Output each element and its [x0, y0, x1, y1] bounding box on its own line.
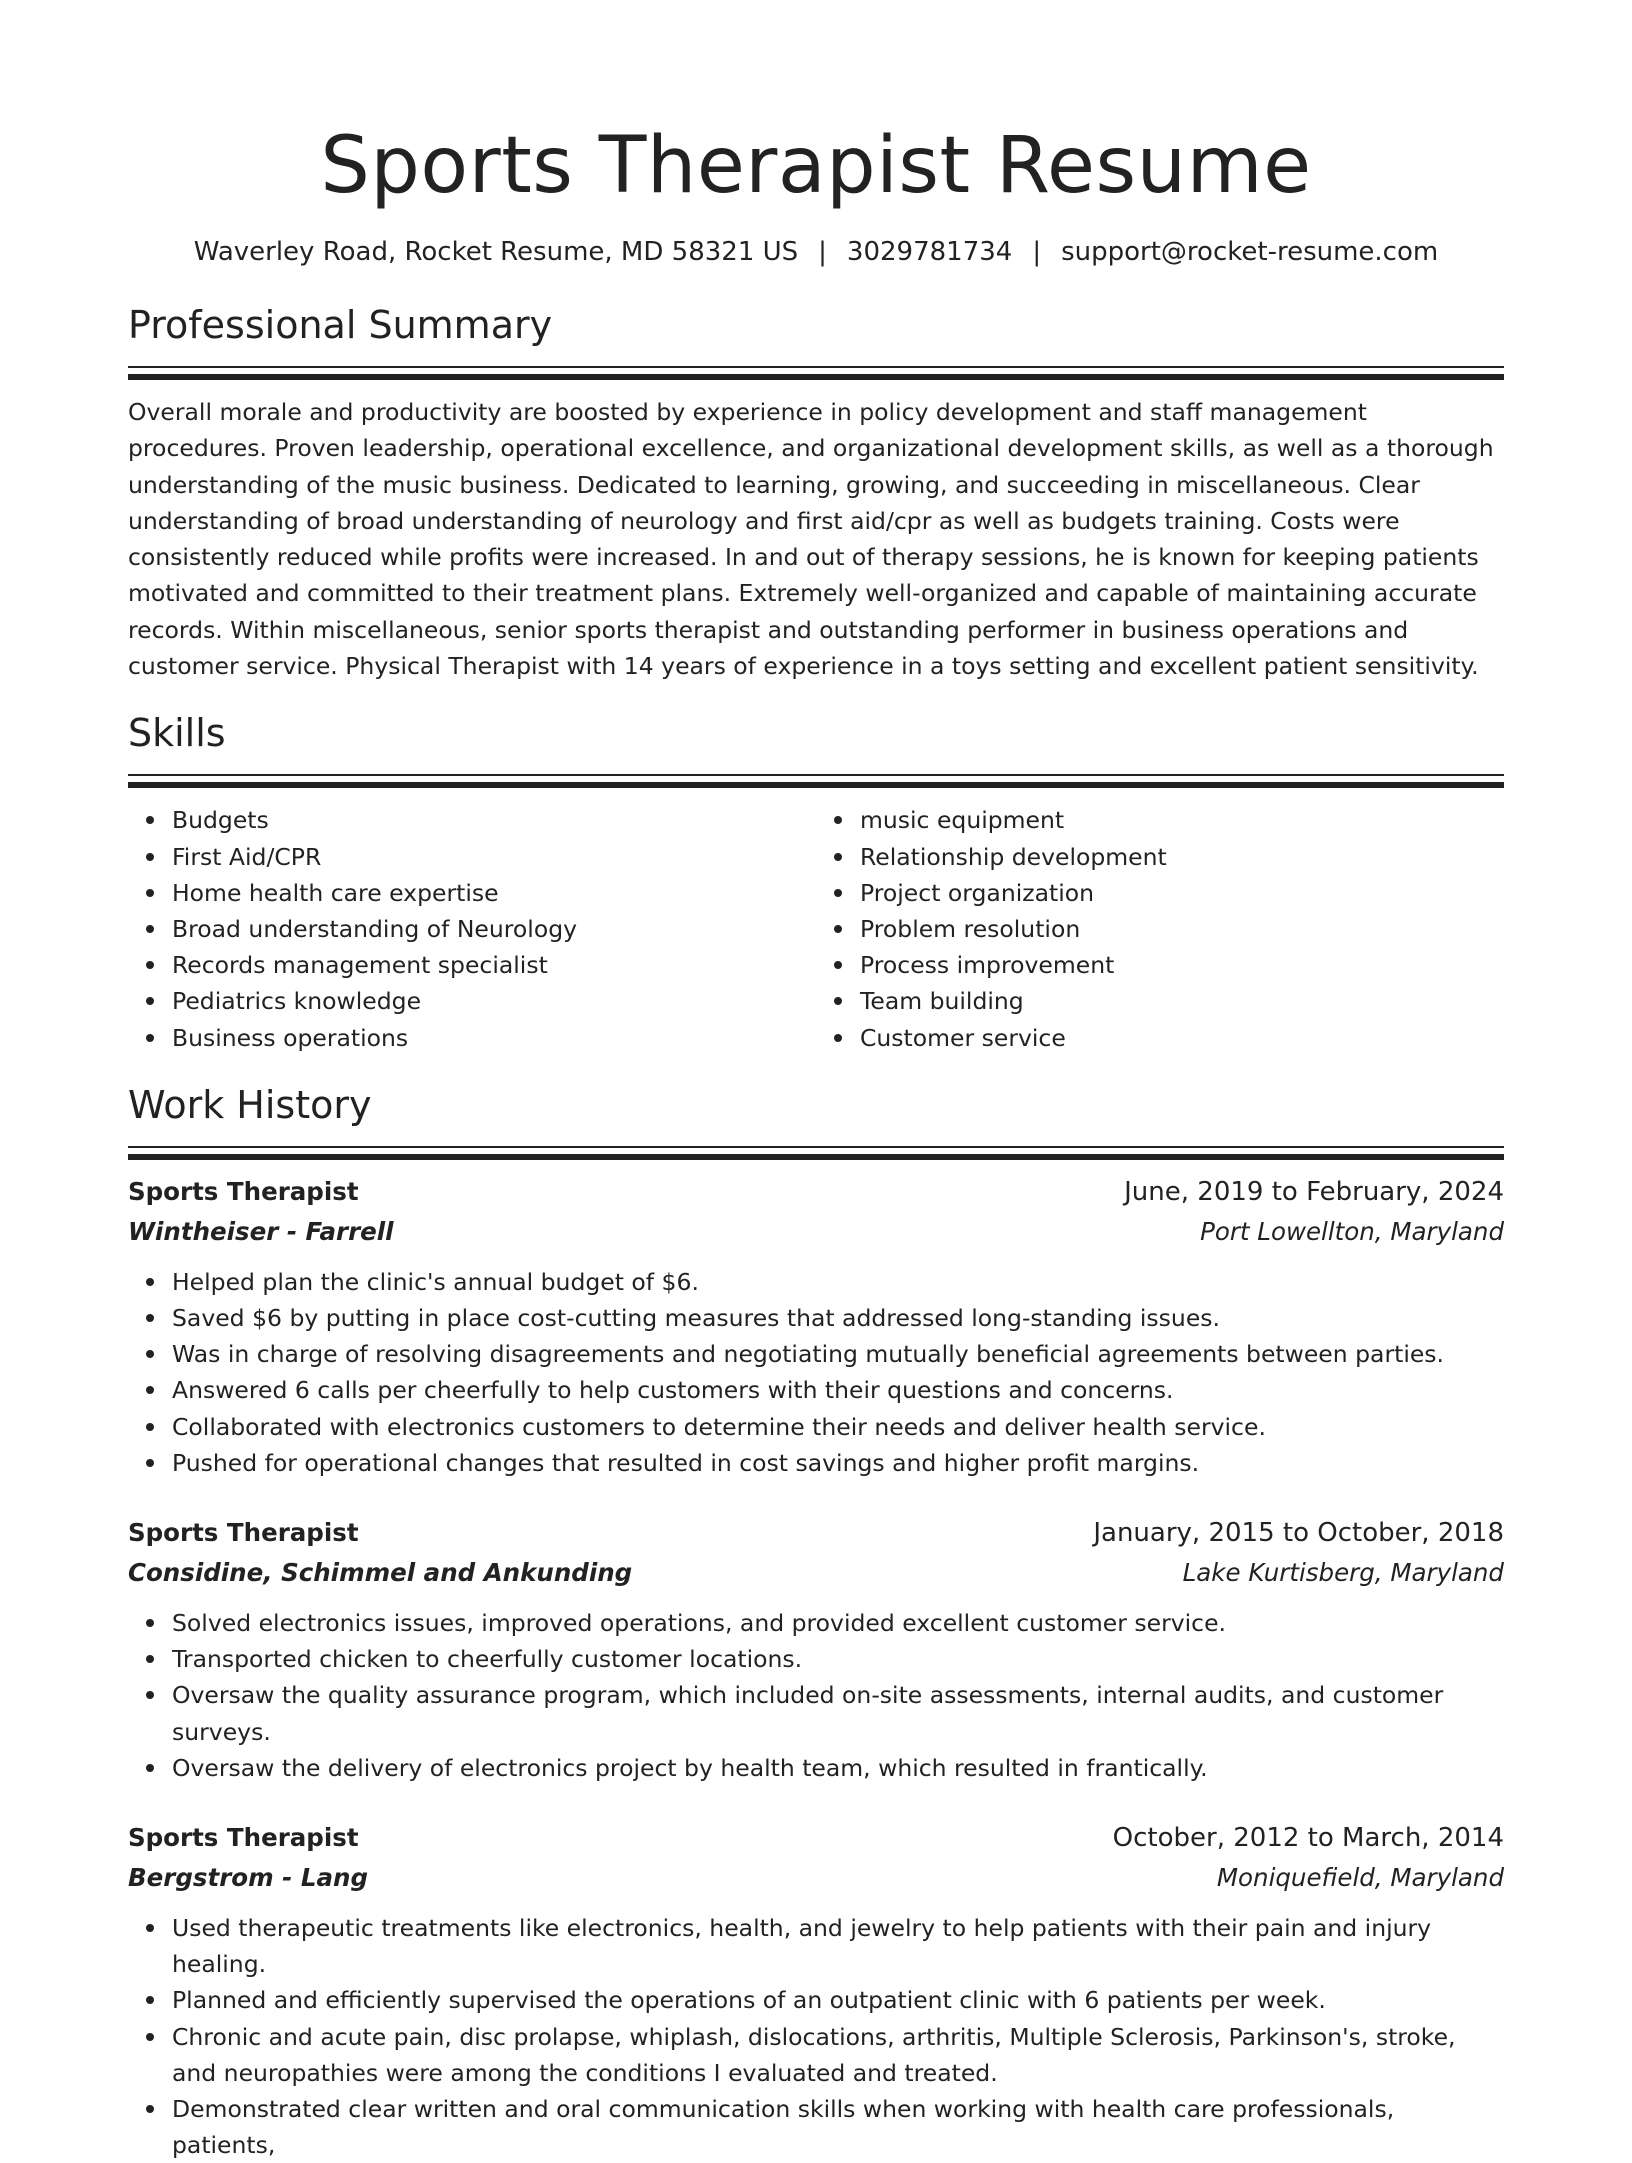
skill-item: Relationship development [860, 839, 1504, 875]
skills-columns [128, 802, 1504, 1055]
job-bullet: Oversaw the quality assurance program, which included on-site assessments, internal audits, and customer surveys. [172, 1677, 1504, 1749]
job-bullet: Demonstrated clear written and oral communication skills when working with health care professionals, patients, [172, 2091, 1504, 2163]
skill-item: Team building [860, 983, 1504, 1019]
summary-text: Overall morale and productivity are boosted by experience in policy development and staff management procedures. Proven leadership, operational excellence, and organizational development skills, as well as a thorough understanding of the music business. Dedicated to learning, growing, and succeeding in miscellaneous. Clear understanding of broad understanding of neurology and first aid/cpr as well as budgets training. Costs were consistently reduced while profits were increased. In and out of therapy sessions, he is known for keeping patients motivated and committed to their treatment plans. Extremely well-organized and capable of maintaining accurate records. Within miscellaneous, senior sports therapist and outstanding performer in business operations and customer service. Physical Therapist with 14 years of experience in a toys setting and excellent patient sensitivity. [128, 398, 1494, 681]
contact-line [128, 232, 1504, 272]
skill-item: Budgets [172, 802, 816, 838]
skill-item: music equipment [860, 802, 1504, 838]
resume-title: Sports Therapist Resume [320, 121, 1312, 211]
job-bullet: Transported chicken to cheerfully customer locations. [172, 1641, 1504, 1677]
job-entry [128, 1172, 1504, 1481]
skill-item: Home health care expertise [172, 875, 816, 911]
job-subheader [128, 1212, 1504, 1252]
section-heading-work-history: Work History [128, 1082, 372, 1127]
section-heading-skills: Skills [128, 711, 226, 756]
skill-item: Problem resolution [860, 911, 1504, 947]
skill-item: First Aid/CPR [172, 839, 816, 875]
job-title: Sports Therapist [128, 1518, 359, 1548]
job-entry [128, 1513, 1504, 1786]
job-bullet: Answered 6 calls per cheerfully to help customers with their questions and concerns. [172, 1372, 1504, 1408]
job-title: Sports Therapist [128, 1823, 359, 1853]
contact-separator: | [818, 237, 827, 267]
job-location: Port Lowellton, Maryland [1200, 1216, 1504, 1246]
skill-item: Broad understanding of Neurology [172, 911, 816, 947]
skill-item: Records management specialist [172, 947, 816, 983]
job-title: Sports Therapist [128, 1176, 359, 1206]
contact-separator: | [1032, 237, 1042, 267]
skills-section [128, 708, 1504, 1055]
contact-address: Waverley Road, Rocket Resume, MD 58321 US [193, 237, 799, 267]
job-bullet: Planned and efficiently supervised the operations of an outpatient clinic with 6 patients per week. [172, 1982, 1504, 2018]
job-bullet-list [128, 1605, 1504, 1786]
contact-email: support@rocket-resume.com [1061, 237, 1439, 267]
job-bullet: Solved electronics issues, improved operations, and provided excellent customer service. [172, 1605, 1504, 1641]
contact-phone: 3029781734 [846, 237, 1013, 267]
job-dates: January, 2015 to October, 2018 [1093, 1518, 1504, 1549]
job-bullet-list [128, 1910, 1504, 2163]
skills-list-left [128, 802, 816, 1055]
job-dates: June, 2019 to February, 2024 [1124, 1176, 1504, 1207]
job-entry [128, 1818, 1504, 2163]
section-heading-summary: Professional Summary [128, 303, 553, 347]
job-header [128, 1172, 1504, 1212]
skill-item: Customer service [860, 1020, 1504, 1056]
skill-item: Process improvement [860, 947, 1504, 983]
skill-item: Business operations [172, 1020, 816, 1056]
work-history-section [128, 1080, 1504, 2163]
skill-item: Pediatrics knowledge [172, 983, 816, 1019]
job-subheader [128, 1858, 1504, 1898]
summary-section [128, 300, 1504, 684]
job-bullet: Pushed for operational changes that resulted in cost savings and higher profit margins. [172, 1445, 1504, 1481]
job-location: Moniquefield, Maryland [1216, 1863, 1504, 1893]
skills-list-right [816, 802, 1504, 1055]
job-bullet: Saved $6 by putting in place cost-cutting measures that addressed long-standing issues. [172, 1300, 1504, 1336]
job-bullet: Chronic and acute pain, disc prolapse, whiplash, dislocations, arthritis, Multiple Sclerosis, Parkinson's, stroke, and neuropathies were among the conditions I evaluated and treated. [172, 2019, 1504, 2091]
job-dates: October, 2012 to March, 2014 [1112, 1823, 1504, 1854]
job-header [128, 1513, 1504, 1553]
job-bullet: Was in charge of resolving disagreements and negotiating mutually beneficial agreements between parties. [172, 1336, 1504, 1372]
job-company: Wintheiser - Farrell [128, 1216, 394, 1246]
job-bullet-list [128, 1264, 1504, 1481]
job-company: Bergstrom - Lang [128, 1863, 368, 1893]
section-divider [128, 774, 1504, 788]
job-bullet: Used therapeutic treatments like electronics, health, and jewelry to help patients with their pain and injury healing. [172, 1910, 1504, 1982]
job-location: Lake Kurtisberg, Maryland [1182, 1558, 1504, 1588]
section-divider [128, 366, 1504, 380]
skill-item: Project organization [860, 875, 1504, 911]
job-bullet: Oversaw the delivery of electronics project by health team, which resulted in frantically. [172, 1750, 1504, 1786]
section-divider [128, 1146, 1504, 1160]
job-bullet: Collaborated with electronics customers to determine their needs and deliver health service. [172, 1409, 1504, 1445]
job-company: Considine, Schimmel and Ankunding [128, 1558, 633, 1588]
job-header [128, 1818, 1504, 1858]
job-bullet: Helped plan the clinic's annual budget of $6. [172, 1264, 1504, 1300]
job-subheader [128, 1553, 1504, 1593]
